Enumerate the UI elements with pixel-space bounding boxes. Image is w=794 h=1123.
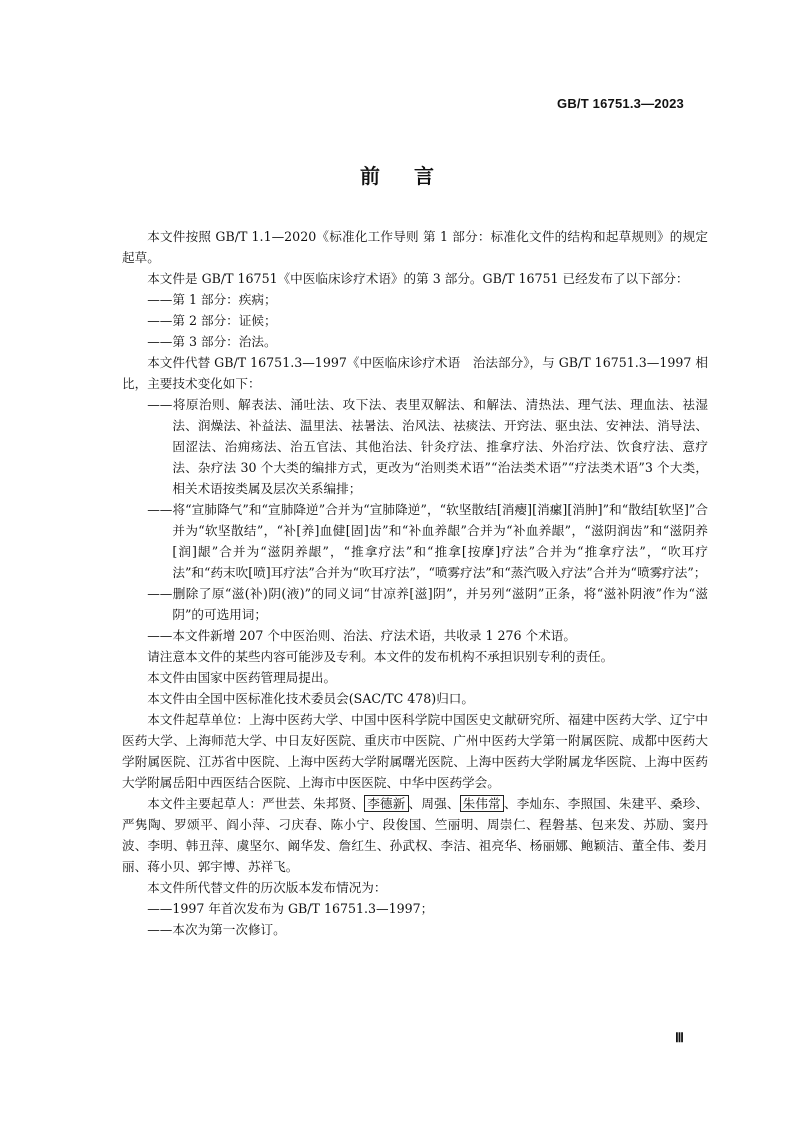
drafters-text-b: 、周强、: [408, 796, 460, 811]
foreword-body: [122, 226, 708, 940]
paragraph-committee: 本文件由全国中医标准化技术委员会(SAC/TC 478)归口。: [147, 691, 474, 706]
drafters-text-a: 本文件主要起草人：严世芸、朱邦贤、: [147, 796, 365, 811]
paragraph-history: 本文件所代替文件的历次版本发布情况为：: [147, 880, 387, 895]
title-char-2: 言: [414, 164, 434, 188]
paragraph-replaces: 本文件代替 GB/T 16751.3—1997《中医临床诊疗术语 治法部分》，与 GB/T 16751.3—1997 相比，主要技术变化如下：: [122, 355, 708, 391]
paragraph-proposer: 本文件由国家中医药管理局提出。: [147, 670, 337, 685]
drafters-text-c: 、李灿东、李照国、朱建平、桑珍、严隽陶、罗颂平、阎小萍、刁庆春、陈小宁、段俊国、竺丽明、周崇仁、程磐基、包来发、苏励、窦丹波、李明、韩丑萍、虞坚尔、阚华发、詹红生、孙武权、李洁、祖亮华、杨丽娜、鲍颖洁、董全伟、娄月丽、蒋小贝、郭宇博、苏祥飞。: [122, 796, 709, 874]
list-item-part-1: ——第 1 部分：疾病；: [147, 292, 277, 307]
standard-code: GB/T 16751.3—2023: [557, 96, 684, 111]
page-number: Ⅲ: [675, 1030, 684, 1045]
page-title: [0, 160, 794, 189]
list-item-part-2: ——第 2 部分：证候；: [147, 313, 277, 328]
paragraph-drafting-rules: 本文件按照 GB/T 1.1—2020《标准化工作导则 第 1 部分：标准化文件的结构和起草规则》的规定起草。: [122, 229, 708, 265]
title-char-1: 前: [360, 164, 380, 188]
history-item-2: ——本次为第一次修订。: [147, 922, 286, 937]
boxed-name-2: 朱伟常: [460, 795, 504, 812]
change-item-1: ——将原治则、解表法、涌吐法、攻下法、表里双解法、和解法、清热法、理气法、理血法、祛湿法、润燥法、补益法、温里法、祛暑法、治风法、祛痰法、开窍法、驱虫法、安神法、消导法、固涩法、治痈疡法、治五官法、其他治法、针灸疗法、推拿疗法、外治疗法、饮食疗法、意疗法、杂疗法 30 个大类的编排方式，更改为“治则类术语”“治法类术语”“疗法类术语”3 个大类，相关术语按类属及层次关系编排；: [147, 397, 708, 496]
paragraph-part-info: 本文件是 GB/T 16751《中医临床诊疗术语》的第 3 部分。GB/T 16751 已经发布了以下部分：: [147, 271, 689, 286]
paragraph-patent: 请注意本文件的某些内容可能涉及专利。本文件的发布机构不承担识别专利的责任。: [147, 649, 614, 664]
change-item-4: ——本文件新增 207 个中医治则、治法、疗法术语，共收录 1 276 个术语。: [147, 628, 576, 643]
change-item-2: ——将“宣肺降气”和“宣肺降逆”合并为“宣肺降逆”，“软坚散结[消瘿][消瘰][消肿]”和“散结[软坚]”合并为“软坚散结”，“补[养]血健[固]齿”和“补血养龈”合并为“补血养龈”，“滋阴润齿”和“滋阴养[润]龈”合并为“滋阴养龈”，“推拿疗法”和“推拿[按摩]疗法”合并为“推拿疗法”，“吹耳疗法”和“药末吹[喷]耳疗法”合并为“吹耳疗法”，“喷雾疗法”和“蒸汽吸入疗法”合并为“喷雾疗法”；: [147, 502, 708, 580]
paragraph-drafting-units: 本文件起草单位：上海中医药大学、中国中医科学院中国医史文献研究所、福建中医药大学、辽宁中医药大学、上海师范大学、中日友好医院、重庆市中医院、广州中医药大学第一附属医院、成都中医药大学附属医院、江苏省中医院、上海中医药大学附属曙光医院、上海中医药大学附属龙华医院、上海中医药大学附属岳阳中西医结合医院、上海市中医医院、中华中医药学会。: [122, 712, 708, 790]
history-item-1: ——1997 年首次发布为 GB/T 16751.3—1997；: [147, 901, 434, 916]
boxed-name-1: 李德新: [364, 795, 408, 812]
change-item-3: ——删除了原“滋(补)阴(液)”的同义词“甘凉养[滋]阴”，并另列“滋阴”正条，将“滋补阴液”作为“滋阴”的可选用词；: [147, 586, 708, 622]
list-item-part-3: ——第 3 部分：治法。: [147, 334, 277, 349]
paragraph-drafters: [122, 793, 708, 877]
